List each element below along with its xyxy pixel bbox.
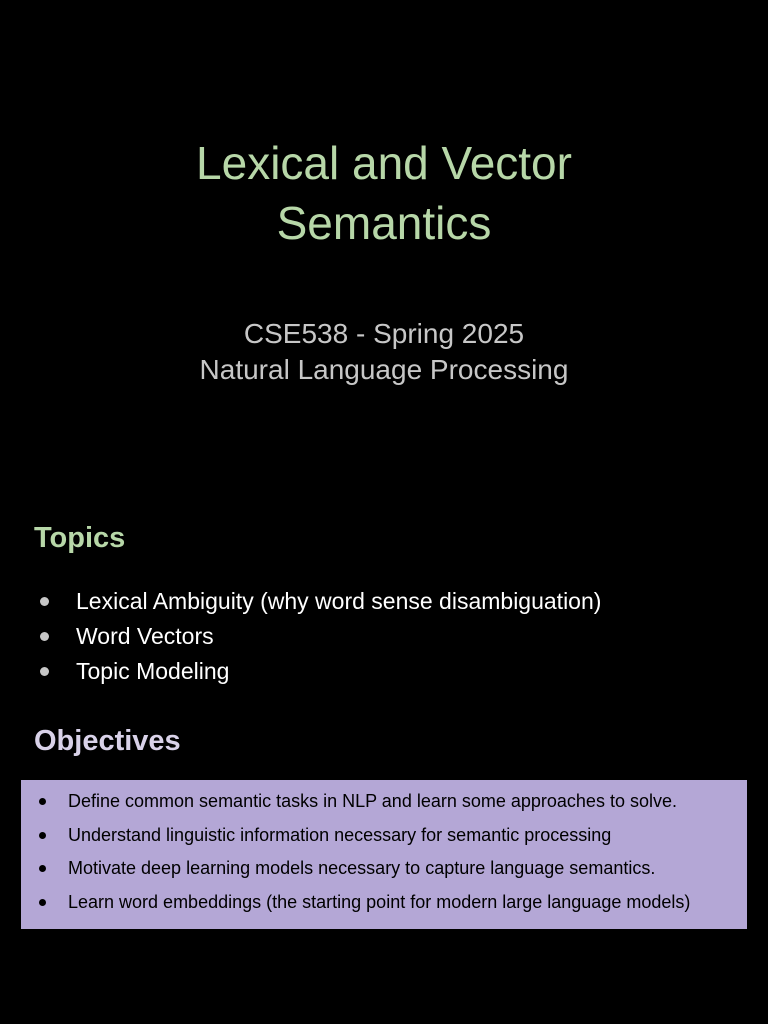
bullet-icon [39,865,46,872]
objective-item [37,785,747,819]
course-code: CSE538 - Spring 2025 [243,318,525,349]
topics-heading: Topics [34,522,126,554]
course-name: Natural Language Processing [199,354,569,385]
objective-item [37,852,747,886]
objective-item [37,886,747,920]
title-line-1: Lexical and Vector [196,137,572,189]
objectives-list [21,780,747,919]
bullet-icon [39,832,46,839]
topics-list [36,584,601,689]
objective-item [37,819,747,853]
topic-item [36,619,601,654]
topic-item [36,584,601,619]
topic-label: Word Vectors [76,623,214,649]
objectives-box [21,780,747,929]
objective-label: Understand linguistic information necessary for semantic processing [68,824,612,845]
objective-label: Motivate deep learning models necessary to capture language semantics. [68,858,656,879]
slide-title [0,133,768,253]
objective-label: Learn word embeddings (the starting point for modern large language models) [68,891,691,912]
title-line-2: Semantics [276,197,492,249]
bullet-icon [39,899,46,906]
bullet-icon [40,632,49,641]
objective-label: Define common semantic tasks in NLP and learn some approaches to solve. [68,791,677,812]
bullet-icon [39,798,46,805]
objectives-heading: Objectives [34,725,181,757]
bullet-icon [40,597,49,606]
slide-subtitle [0,316,768,388]
topic-item [36,654,601,689]
topic-label: Lexical Ambiguity (why word sense disambiguation) [76,588,602,614]
bullet-icon [40,667,49,676]
topic-label: Topic Modeling [76,658,230,684]
